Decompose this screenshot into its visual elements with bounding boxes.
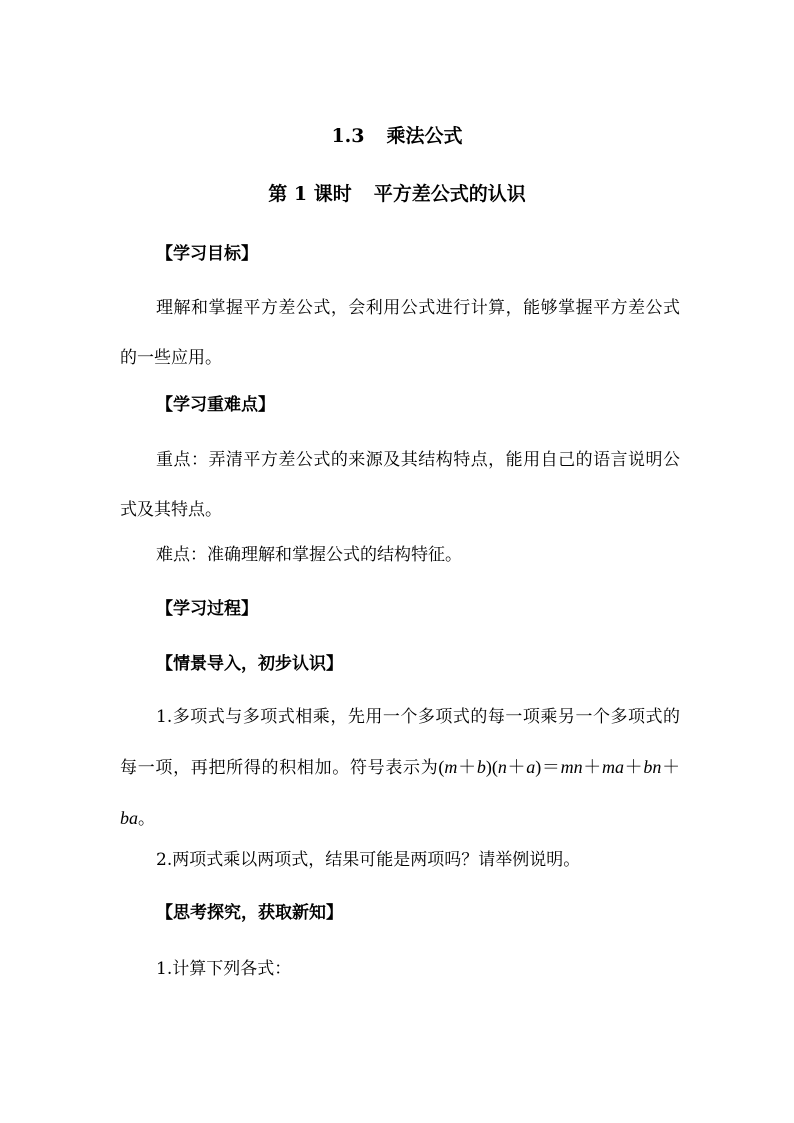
explore-item-1: 1.计算下列各式：: [156, 959, 292, 979]
section-number: 1.3: [331, 125, 365, 147]
intro-item-2: 2.两项式乘以两项式，结果可能是两项吗？请举例说明。: [156, 850, 581, 870]
process-heading: 【学习过程】: [156, 599, 258, 619]
intro-item-1-end: 。: [138, 809, 155, 829]
section-title-text: 乘法公式: [386, 125, 463, 147]
difficulty-text: 难点：准确理解和掌握公式的结构特征。: [156, 545, 462, 565]
intro-item-1: [120, 692, 680, 844]
multiplication-formula: (m＋b)(n＋a)＝mn＋ma＋bn＋ba: [120, 757, 681, 828]
intro-heading: 【情景导入，初步认识】: [156, 654, 343, 674]
objectives-text: 理解和掌握平方差公式，会利用公式进行计算，能够掌握平方差公式的一些应用。: [120, 298, 680, 368]
explore-heading: 【思考探究，获取新知】: [156, 903, 343, 923]
objectives-heading: 【学习目标】: [156, 244, 258, 264]
section-title: [0, 124, 794, 148]
lesson-title-text: 平方差公式的认识: [373, 183, 526, 205]
focus-text: 重点：弄清平方差公式的来源及其结构特点，能用自己的语言说明公式及其特点。: [120, 450, 680, 520]
lesson-title: [0, 182, 794, 206]
intro-item-1-text: 1.多项式与多项式相乘，先用一个多项式的每一项乘另一个多项式的每一项，再把所得的积相加。符号表示为: [120, 707, 680, 778]
key-points-heading: 【学习重难点】: [156, 395, 275, 415]
lesson-number: 第 1 课时: [268, 183, 352, 205]
